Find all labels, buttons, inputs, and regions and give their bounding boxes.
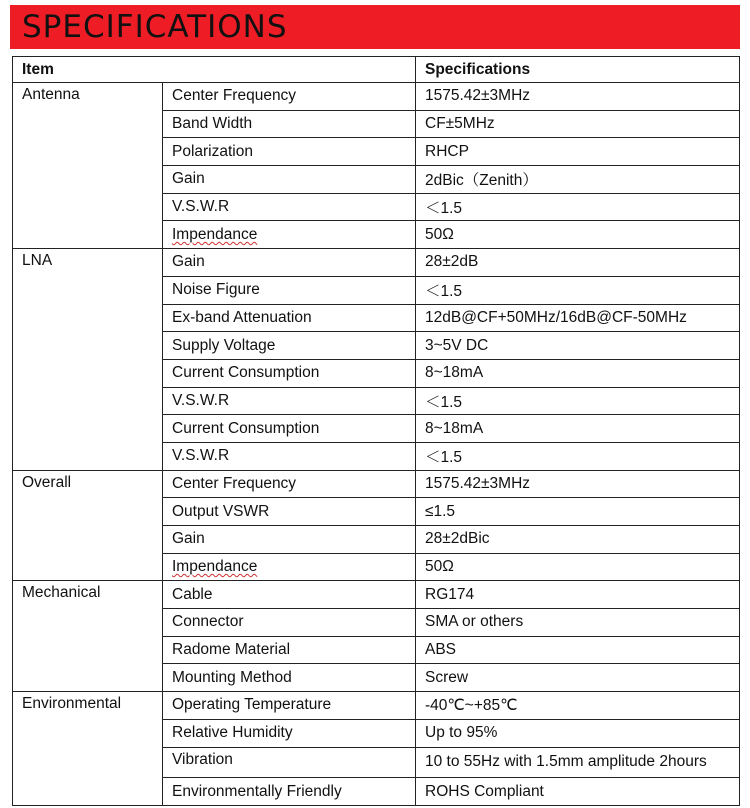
param-cell: Cable: [163, 581, 416, 609]
group-label: Antenna: [13, 83, 163, 249]
value-cell: 8~18mA: [416, 415, 740, 443]
page-title: SPECIFICATIONS: [22, 9, 288, 45]
header-item: Item: [13, 57, 416, 83]
param-cell: Connector: [163, 609, 416, 637]
value-cell: 28±2dB: [416, 249, 740, 277]
table-row: [13, 249, 740, 277]
value-cell: RHCP: [416, 138, 740, 166]
group-label: Overall: [13, 470, 163, 581]
param-cell: Output VSWR: [163, 498, 416, 526]
value-cell: ABS: [416, 636, 740, 664]
group-label: Mechanical: [13, 581, 163, 692]
param-cell: Vibration: [163, 747, 416, 778]
table-row: [13, 83, 740, 111]
value-cell: 1575.42±3MHz: [416, 470, 740, 498]
value-cell: 3~5V DC: [416, 332, 740, 360]
value-cell: 50Ω: [416, 553, 740, 581]
param-cell: Noise Figure: [163, 276, 416, 304]
value-cell: ＜1.5: [416, 442, 740, 470]
value-cell: ROHS Compliant: [416, 778, 740, 806]
group-label: LNA: [13, 249, 163, 471]
param-cell: Radome Material: [163, 636, 416, 664]
table-row: [13, 692, 740, 720]
value-cell: 28±2dBic: [416, 526, 740, 554]
value-cell: 50Ω: [416, 221, 740, 249]
param-cell: Current Consumption: [163, 359, 416, 387]
header-specifications: Specifications: [416, 57, 740, 83]
table-row: [13, 581, 740, 609]
param-cell: Current Consumption: [163, 415, 416, 443]
value-cell: ≤1.5: [416, 498, 740, 526]
param-cell: Mounting Method: [163, 664, 416, 692]
param-text: Impendance: [172, 225, 258, 243]
value-cell: ＜1.5: [416, 387, 740, 415]
param-cell: Center Frequency: [163, 470, 416, 498]
param-cell: Supply Voltage: [163, 332, 416, 360]
param-cell: Environmentally Friendly: [163, 778, 416, 806]
value-cell: 12dB@CF+50MHz/16dB@CF-50MHz: [416, 304, 740, 332]
param-cell: Center Frequency: [163, 83, 416, 111]
param-cell: Band Width: [163, 110, 416, 138]
param-cell: Relative Humidity: [163, 719, 416, 747]
value-cell: 8~18mA: [416, 359, 740, 387]
param-cell: Gain: [163, 249, 416, 277]
value-cell: -40℃~+85℃: [416, 692, 740, 720]
group-label: Environmental: [13, 692, 163, 806]
value-cell: ＜1.5: [416, 276, 740, 304]
param-text: Impendance: [172, 558, 258, 576]
param-cell: V.S.W.R: [163, 442, 416, 470]
spec-table: [12, 56, 740, 806]
value-cell: Screw: [416, 664, 740, 692]
table-row: [13, 470, 740, 498]
value-cell: RG174: [416, 581, 740, 609]
param-cell: Operating Temperature: [163, 692, 416, 720]
param-cell: [163, 553, 416, 581]
value-cell: SMA or others: [416, 609, 740, 637]
param-cell: Polarization: [163, 138, 416, 166]
param-cell: Gain: [163, 166, 416, 194]
param-cell: Ex-band Attenuation: [163, 304, 416, 332]
section-banner: [10, 5, 740, 49]
value-cell: ＜1.5: [416, 193, 740, 221]
param-cell: V.S.W.R: [163, 387, 416, 415]
param-cell: V.S.W.R: [163, 193, 416, 221]
value-cell: 10 to 55Hz with 1.5mm amplitude 2hours: [416, 747, 740, 778]
table-header-row: [13, 57, 740, 83]
param-cell: [163, 221, 416, 249]
value-cell: 2dBic（Zenith）: [416, 166, 740, 194]
param-cell: Gain: [163, 526, 416, 554]
value-cell: 1575.42±3MHz: [416, 83, 740, 111]
value-cell: Up to 95%: [416, 719, 740, 747]
value-cell: CF±5MHz: [416, 110, 740, 138]
